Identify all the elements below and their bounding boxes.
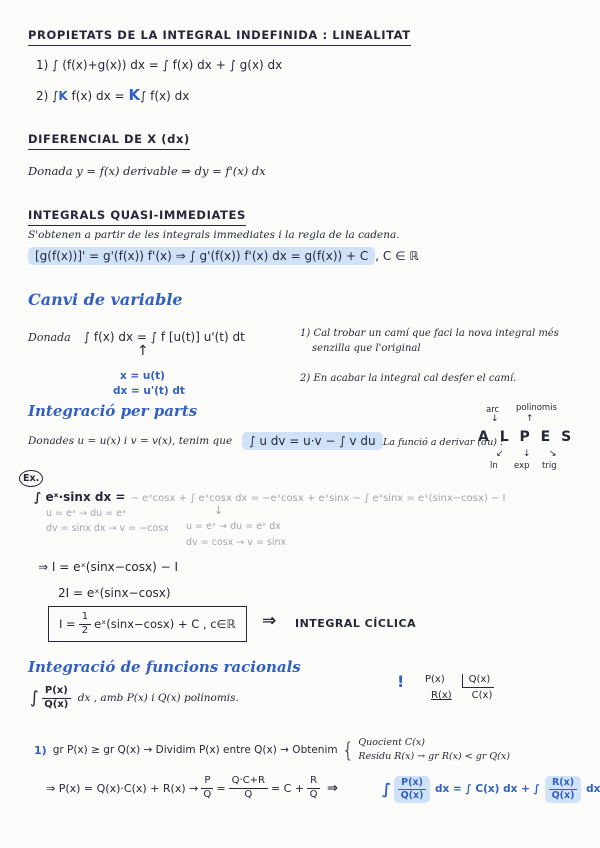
section-diferencial	[28, 128, 190, 147]
quasi-formula-line	[28, 249, 419, 263]
parts-formula: ∫ u dv = u·v − ∫ v du	[242, 432, 382, 450]
case-number: 1)	[34, 743, 47, 757]
linealitat-property-2: 2) ∫K f(x) dx = K∫ f(x) dx	[36, 86, 190, 104]
cyclic-result	[48, 606, 247, 642]
alpes-mnemonic: A L P E S	[478, 429, 575, 445]
quasi-formula: [g(f(x))]' = g'(f(x)) f'(x) ⇒ ∫ g'(f(x)) f'(x) dx = g(f(x)) + C	[28, 247, 375, 265]
remainder-line: Residu R(x) → gr R(x) < gr Q(x)	[358, 751, 510, 763]
alpes-ln-label: ln	[490, 461, 498, 471]
polinomis-arrow-icon: ↑	[526, 414, 534, 424]
alpes-polinomis-label: polinomis	[516, 403, 557, 413]
canvi-sub-x: x = u(t)	[120, 370, 165, 382]
case-text: gr P(x) ≥ gr Q(x) → Dividim P(x) entre Q(x) → Obtenim	[52, 744, 338, 757]
division-divisor: Q(x)	[462, 674, 495, 688]
up-arrow: ↑	[137, 343, 149, 359]
division-quotient: C(x)	[471, 690, 493, 701]
parts-deriv-label: La funció a derivar (du) :	[383, 437, 504, 448]
linealitat-property-1: 1) ∫ (f(x)+g(x)) dx = ∫ f(x) dx + ∫ g(x) dx	[36, 58, 283, 72]
aux-left-1: u = eˣ → du = eˣ	[46, 508, 127, 519]
cyclic-label: INTEGRAL CÍCLICA	[295, 617, 417, 630]
quasi-formula-tail: , C ∈ ℝ	[375, 249, 419, 263]
aux-right-1: u = eˣ → du = eˣ dx	[186, 521, 281, 532]
canvi-title: Canvi de variable	[28, 290, 183, 309]
aux-down-arrow: ↓	[214, 504, 224, 517]
warning-mark: !	[397, 672, 405, 691]
division-remainder: R(x)	[431, 690, 452, 701]
diferencial-title: DIFERENCIAL DE X (dx)	[28, 132, 190, 150]
alpes-arc-label: arc	[486, 405, 500, 415]
aux-left-2: dv = sinx dx → v = −cosx	[46, 523, 169, 534]
division-dividend: P(x)	[425, 674, 445, 685]
arc-arrow-icon: ↓	[491, 414, 499, 424]
final-integral-sign-1: ∫	[382, 780, 392, 799]
polynomial-division	[425, 674, 494, 701]
example-equation	[34, 486, 506, 505]
alpes-exp-label: exp	[514, 461, 530, 471]
trig-arrow-icon: ↘	[549, 449, 557, 459]
quotient-line: Quocient C(x)	[358, 737, 425, 748]
example-marker	[19, 466, 43, 485]
aux-right-2: dv = cosx → v = sinx	[186, 537, 287, 548]
canvi-note1-line1: 1) Cal trobar un camí que faci la nova integral més	[300, 328, 559, 339]
example-rhs: − eˣcosx + ∫ eˣcosx dx = −eˣcosx + eˣsinx − ∫ eˣsinx = eˣ(sinx−cosx) − I	[130, 493, 506, 504]
ln-arrow-icon: ↙	[496, 449, 504, 459]
constant-k: K	[58, 89, 68, 103]
final-tail: dx	[586, 783, 600, 796]
integral-sign: ∫	[30, 688, 39, 708]
frac-r-over-q: $\frac{R}{Q}$	[307, 776, 320, 800]
implies-arrow: ⇒	[262, 611, 277, 631]
one-half-fraction: $\frac{1}{2}$	[79, 612, 91, 636]
cyclic-step-2: 2I = eˣ(sinx−cosx)	[58, 586, 171, 600]
frac-p-over-q: $\frac{P}{Q}$	[201, 776, 213, 800]
section-linealitat	[28, 24, 411, 43]
linealitat-title: PROPIETATS DE LA INTEGRAL INDEFINIDA : LINEALITAT	[28, 28, 411, 46]
example-lhs: ∫ eˣ·sinx dx =	[34, 490, 126, 504]
quasi-intro: S'obtenen a partir de les integrals immediates i la regla de la cadena.	[28, 229, 400, 241]
frac-qcr-over-q: $\frac{Q\cdot C+R}{Q}$	[229, 776, 268, 800]
racionals-intro	[30, 686, 239, 710]
racionals-intro-tail: dx , amb P(x) i Q(x) polinomis.	[77, 692, 239, 704]
parts-title: Integració per parts	[28, 402, 198, 420]
implies-arrow-2: ⇒	[327, 780, 338, 796]
canvi-note1-line2: senzilla que l'original	[312, 343, 421, 354]
result-pre: I =	[59, 617, 76, 631]
racionals-derivation: ⇒ P(x) = Q(x)·C(x) + R(x) → $\frac{P}{Q}$ = $\frac{Q\cdot C+R}{Q}$ = C + $\frac{R}{Q}$ ⇒	[46, 775, 338, 800]
quasi-title: INTEGRALS QUASI-IMMEDIATES	[28, 208, 246, 226]
final-middle: dx = ∫ C(x) dx + ∫	[434, 783, 540, 796]
pq-fraction: $\frac{P(x)}{Q(x)}$	[42, 686, 71, 710]
parts-line	[28, 432, 383, 450]
final-frac-pq: $\frac{P(x)}{Q(x)}$	[394, 776, 430, 803]
constant-k-out: K	[128, 86, 141, 104]
racionals-final-formula	[382, 776, 600, 803]
racionals-case-1	[34, 736, 510, 765]
section-quasi	[28, 204, 246, 223]
result-post: eˣ(sinx−cosx) + C , c∈ℝ	[94, 617, 236, 631]
parts-intro: Donades u = u(x) i v = v(x), tenim que	[28, 435, 233, 447]
derivation-text: ⇒ P(x) = Q(x)·C(x) + R(x) →	[46, 781, 199, 795]
canvi-given: Donada	[28, 331, 71, 344]
final-frac-rq: $\frac{R(x)}{Q(x)}$	[545, 776, 581, 803]
ex-label: Ex.	[19, 470, 43, 487]
racionals-title: Integració de funcions racionals	[28, 658, 301, 676]
cyclic-step-1: ⇒ I = eˣ(sinx−cosx) − I	[38, 560, 179, 574]
canvi-note2: 2) En acabar la integral cal desfer el camí.	[300, 373, 517, 384]
brace: {	[341, 738, 355, 763]
exp-arrow-icon: ↓	[523, 449, 531, 459]
canvi-formula: ∫ f(x) dx = ∫ f [u(t)] u'(t) dt	[83, 330, 245, 344]
canvi-sub-dx: dx = u'(t) dt	[113, 385, 185, 397]
alpes-trig-label: trig	[542, 461, 557, 471]
case-results	[358, 736, 510, 765]
diferencial-line: Donada y = f(x) derivable ⇒ dy = f'(x) dx	[28, 164, 266, 178]
